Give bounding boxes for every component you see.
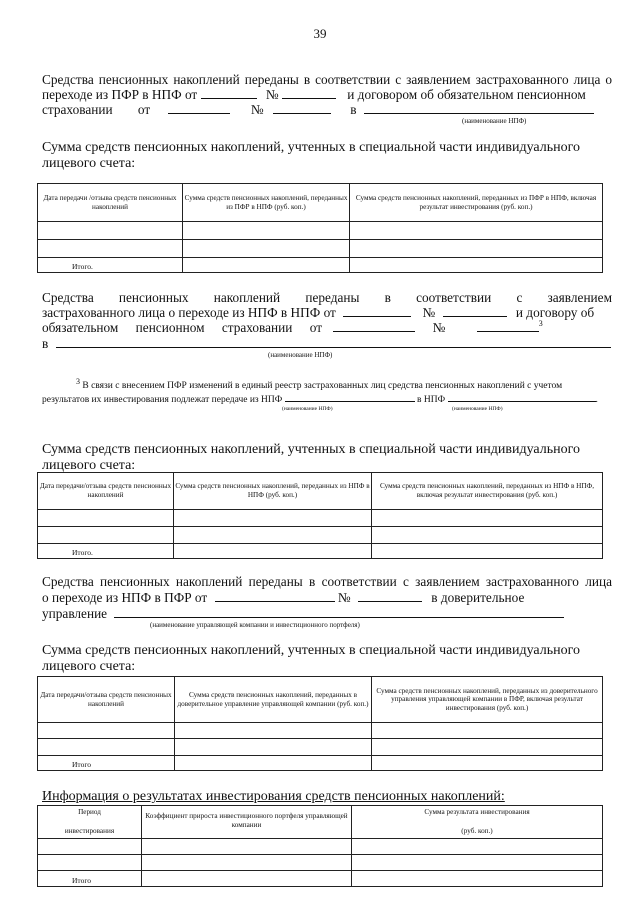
transfer-statement-1 <box>42 72 612 88</box>
transfer-1-line-2: переходе из ПФР в НПФ от № и договором об обязательном пенсионном <box>42 87 586 102</box>
transfer-1-line-3: страховании от № в <box>42 102 612 118</box>
to-npf-field[interactable] <box>448 392 596 402</box>
table-row <box>38 855 603 871</box>
section-heading-4: Информация о результатах инвестирования средств пенсионных накоплений: <box>42 789 505 804</box>
transfer-1-line-1: Средства пенсионных накоплений переданы в соответствии с заявлением застрахованного лица о <box>42 72 612 87</box>
npf-name-field[interactable] <box>56 336 611 348</box>
page-number: 39 <box>313 26 327 41</box>
transfer-2-line-4: в <box>42 336 612 352</box>
table3-header-amount-with-result: Сумма средств пенсионных накоплений, переданных из доверительного управления управляющей компании в ПФР, включая результат инвестирования (руб. коп.) <box>372 677 603 723</box>
section-heading-2: Сумма средств пенсионных накоплений, учтенных в специальной части индивидуального лицевого счета: <box>42 442 580 473</box>
table1-total-label: Итого. <box>38 258 183 273</box>
table1-header-amount: Сумма средств пенсионных накоплений, переданных из ПФР в НПФ (руб. коп.) <box>183 184 350 222</box>
table4-header-period: Период инвестирования <box>38 806 142 839</box>
table4-total-label: Итого <box>38 871 142 887</box>
pension-savings-table-3 <box>37 676 603 771</box>
footnote: $^3$ В связи с внесением ПФР изменений в единый реестр застрахованных лиц средства пенсионных накоплений с учетом результатов их инвестирования подлежат передаче из НПФ в НПФ . <box>42 377 598 405</box>
section-heading-1: Сумма средств пенсионных накоплений, учтенных в специальной части индивидуального лицевого счета: <box>42 140 580 171</box>
investment-results-table <box>37 805 603 887</box>
table-row <box>38 739 603 756</box>
number-field[interactable] <box>282 87 336 99</box>
table3-header-date: Дата передачи/отзыва средств пенсионных накоплений <box>38 677 175 723</box>
table1-header-date: Дата передачи /отзыва средств пенсионных накоплений <box>38 184 183 222</box>
table1-header-amount-with-result: Сумма средств пенсионных накоплений, переданных из ПФР в НПФ, включая результат инвестирования (руб. коп.) <box>350 184 603 222</box>
table3-header-amount: Сумма средств пенсионных накоплений, переданных в доверительное управление управляющей компании (руб. коп.) <box>175 677 372 723</box>
section-heading-3: Сумма средств пенсионных накоплений, учтенных в специальной части индивидуального лицевого счета: <box>42 643 580 674</box>
transfer-3-line-3: управление <box>42 606 612 622</box>
table-row <box>38 240 603 258</box>
footnote-caption-from: (наименование НПФ) <box>282 406 333 412</box>
footnote-caption-to: (наименование НПФ) <box>452 406 503 412</box>
transfer-2-line-2: застрахованного лица о переходе из НПФ в НПФ от № и договору об <box>42 305 595 320</box>
management-company-field[interactable] <box>114 606 564 618</box>
number-field[interactable] <box>443 305 507 317</box>
table-total-row <box>38 258 603 273</box>
table-row <box>38 723 603 739</box>
date-field[interactable] <box>201 87 257 99</box>
contract-number-field[interactable] <box>273 102 331 114</box>
footnote-reference: 3 <box>538 319 543 328</box>
table4-header-coefficient: Коэффициент прироста инвестиционного портфеля управляющей компании <box>142 806 352 839</box>
table-total-row <box>38 544 603 559</box>
management-company-caption: (наименование управляющей компании и инвестиционного портфеля) <box>150 621 360 629</box>
table2-total-label: Итого. <box>38 544 174 559</box>
table2-header-date: Дата передачи/отзыва средств пенсионных накоплений <box>38 473 174 510</box>
table4-header-result: Сумма результата инвестирования (руб. коп.) <box>352 806 603 839</box>
table-row <box>38 527 603 544</box>
date-field[interactable] <box>215 590 335 602</box>
contract-date-field[interactable] <box>168 102 230 114</box>
table-row <box>38 222 603 240</box>
from-npf-field[interactable] <box>285 392 415 402</box>
number-field[interactable] <box>358 590 422 602</box>
footnote-mark: 3 <box>76 377 80 386</box>
contract-date-field[interactable] <box>333 320 415 332</box>
transfer-3-line-2: о переходе из НПФ в ПФР от № в доверительное <box>42 590 525 605</box>
pension-savings-table-1 <box>37 183 603 273</box>
table-total-row <box>38 871 603 887</box>
transfer-2-line-1: Средства пенсионных накоплений переданы в соответствии с заявлением <box>42 290 612 305</box>
table-total-row <box>38 756 603 771</box>
npf-name-caption: (наименование НПФ) <box>462 117 527 125</box>
table2-header-amount-with-result: Сумма средств пенсионных накоплений, переданных из НПФ в НПФ, включая результат инвестирования (руб. коп.) <box>372 473 603 510</box>
transfer-2-line-3: обязательном пенсионном страховании от № $^3$ <box>42 319 543 335</box>
transfer-3-line-1: Средства пенсионных накоплений переданы в соответствии с заявлением застрахованного лица <box>42 574 612 589</box>
table-row <box>38 510 603 527</box>
table3-total-label: Итого <box>38 756 175 771</box>
table2-header-amount: Сумма средств пенсионных накоплений, переданных из НПФ в НПФ (руб. коп.) <box>174 473 372 510</box>
npf-name-caption: (наименование НПФ) <box>268 351 333 359</box>
npf-name-field[interactable] <box>364 102 594 114</box>
pension-savings-table-2 <box>37 472 603 559</box>
table-row <box>38 839 603 855</box>
date-field[interactable] <box>343 305 411 317</box>
contract-number-field[interactable] <box>477 320 539 332</box>
